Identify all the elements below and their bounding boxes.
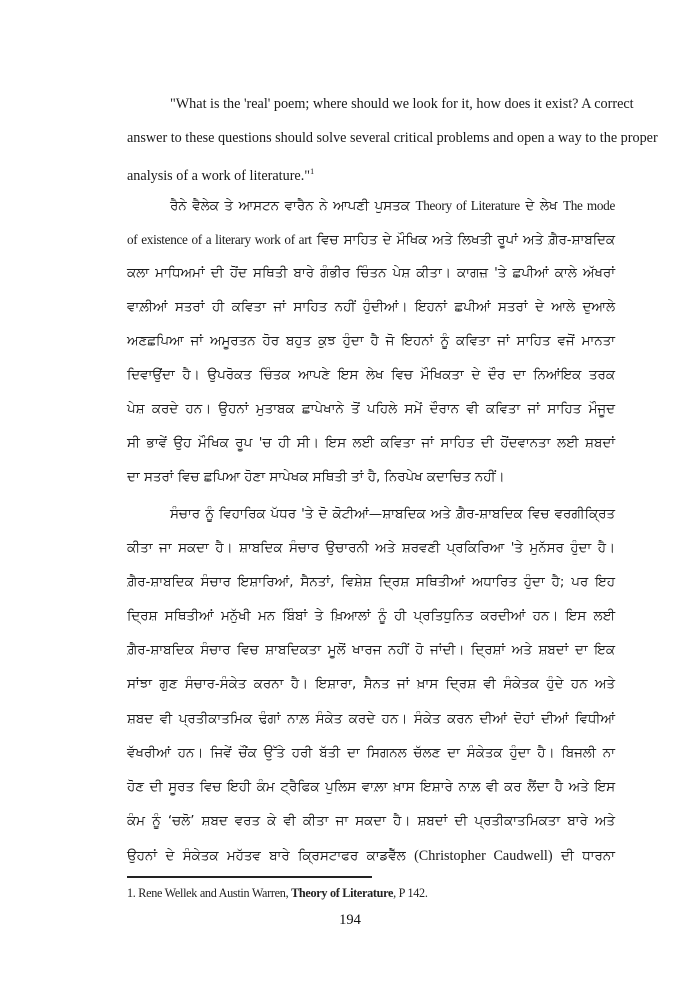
paragraph1-line-3: ਕਲਾ ਮਾਧਿਅਮਾਂ ਦੀ ਹੋਂਦ ਸਥਿਤੀ ਬਾਰੇ ਗੰਭੀਰ ਚਿੰਤਨ ਪੇਸ਼ ਕੀਤਾ। ਕਾਗਜ਼ 'ਤੇ ਛਪੀਆਂ ਕਾਲੇ ਅੱਖਰਾਂ [127,266,615,281]
paragraph1-line-9: ਦਾ ਸਤਰਾਂ ਵਿਚ ਛਪਿਆ ਹੋਣਾ ਸਾਪੇਖਕ ਸਥਿਤੀ ਤਾਂ ਹੈ, ਨਿਰਪੇਖ ਕਦਾਚਿਤ ਨਹੀਂ। [127,470,505,485]
footnote-page: , P 142. [393,886,428,900]
paragraph2-text: ਉਹਨਾਂ ਦੇ ਸੰਕੇਤਕ ਮਹੱਤਵ ਬਾਰੇ ਕ੍ਰਿਸਟਾਫਰ ਕਾਡਵੈੱਲ [127,849,415,864]
paragraph2-text: ਦੀ ਧਾਰਨਾ [552,849,616,864]
paragraph1-line-1 [170,189,615,223]
quote-line-3 [127,155,615,189]
paragraph2-line-11 [127,839,615,873]
paragraph2-line-8: ਵੱਖਰੀਆਂ ਹਨ। ਜਿਵੇਂ ਚੌਂਕ ਉੱਤੇ ਹਰੀ ਬੱਤੀ ਦਾ ਸਿਗਨਲ ਚੱਲਣ ਦਾ ਸੰਕੇਤਕ ਹੁੰਦਾ ਹੈ। ਬਿਜਲੀ ਨਾ [127,746,615,761]
paragraph2-line-4: ਦ੍ਰਿਸ਼ ਸਥਿਤੀਆਂ ਮਨੁੱਖੀ ਮਨ ਬਿੰਬਾਂ ਤੇ ਖ਼ਿਆਲਾਂ ਨੂੰ ਹੀ ਪ੍ਰਤਿਧੁਨਿਤ ਕਰਦੀਆਂ ਹਨ। ਇਸ ਲਈ [127,609,615,624]
paragraph1-line-8: ਸੀ ਭਾਵੇਂ ਉਹ ਮੌਖਿਕ ਰੂਪ 'ਚ ਹੀ ਸੀ। ਇਸ ਲਈ ਕਵਿਤਾ ਜਾਂ ਸਾਹਿਤ ਦੀ ਹੋਂਦਵਾਨਤਾ ਲਈ ਸ਼ਬਦਾਂ [127,436,615,451]
essay-title: The mode [562,198,616,213]
paragraph1-text: ਦੇ ਲੇਖ [519,199,563,214]
footnote-authors: Rene Wellek and Austin Warren, [138,886,292,900]
essay-title-cont: of existence of a literary work of art [127,232,312,247]
footnote-reference: 1 [310,167,315,176]
paragraph2-line-9: ਹੋਣ ਦੀ ਸੂਰਤ ਵਿਚ ਇਹੀ ਕੰਮ ਟ੍ਰੈਫਿਕ ਪੁਲਿਸ ਵਾਲ਼ਾ ਖ਼ਾਸ ਇਸ਼ਾਰੇ ਨਾਲ਼ ਵੀ ਕਰ ਲੈਂਦਾ ਹੈ ਅਤੇ ਇਸ [127,780,615,795]
footnote [127,886,428,901]
paragraph1-line-7: ਪੇਸ਼ ਕਰਦੇ ਹਨ। ਉਹਨਾਂ ਮੁਤਾਬਕ ਛਾਪੇਖਾਨੇ ਤੋਂ ਪਹਿਲੇ ਸਮੇਂ ਦੌਰਾਨ ਵੀ ਕਵਿਤਾ ਜਾਂ ਸਾਹਿਤ ਮੌਜੂਦ [127,402,615,417]
paragraph2-line-2: ਕੀਤਾ ਜਾ ਸਕਦਾ ਹੈ। ਸ਼ਾਬਦਿਕ ਸੰਚਾਰ ਉਚਾਰਨੀ ਅਤੇ ਸ਼ਰਵਣੀ ਪ੍ਰਕਿਰਿਆ 'ਤੇ ਮੁਨੱਸਰ ਹੁੰਦਾ ਹੈ। [127,541,615,556]
paragraph2-line-6: ਸਾਂਝਾ ਗੁਣ ਸੰਚਾਰ-ਸੰਕੇਤ ਕਰਨਾ ਹੈ। ਇਸ਼ਾਰਾ, ਸੈਨਤ ਜਾਂ ਖ਼ਾਸ ਦ੍ਰਿਸ਼ ਵੀ ਸੰਕੇਤਕ ਹੁੰਦੇ ਹਨ ਅਤੇ [127,677,615,692]
paragraph2-line-10: ਕੰਮ ਨੂੰ ‘ਚਲੋ’ ਸ਼ਬਦ ਵਰਤ ਕੇ ਵੀ ਕੀਤਾ ਜਾ ਸਕਦਾ ਹੈ। ਸ਼ਬਦਾਂ ਦੀ ਪ੍ਰਤੀਕਾਤਮਿਕਤਾ ਬਾਰੇ ਅਤੇ [127,814,615,829]
quote-end-text: analysis of a work of literature." [127,168,311,184]
paragraph1-text: ਰੈਨੇ ਵੈਲੇਕ ਤੇ ਆਸਟਨ ਵਾਰੈਨ ਨੇ ਆਪਣੀ ਪੁਸਤਕ [170,199,416,214]
quote-line-2: answer to these questions should solve several critical problems and open a way to the proper [127,130,658,146]
book-title: Theory of Literature [415,198,520,213]
paragraph1-line-4: ਵਾਲ਼ੀਆਂ ਸਤਰਾਂ ਹੀ ਕਵਿਤਾ ਜਾਂ ਸਾਹਿਤ ਨਹੀਂ ਹੁੰਦੀਆਂ। ਇਹਨਾਂ ਛਪੀਆਂ ਸਤਰਾਂ ਦੇ ਆਲੇ ਦੁਆਲੇ [127,300,615,315]
page-number: 194 [339,912,361,928]
paragraph1-line-6: ਦਿਵਾਉਂਦਾ ਹੈ। ਉਪਰੋਕਤ ਚਿੰਤਕ ਆਪਣੇ ਇਸ ਲੇਖ ਵਿਚ ਮੌਖਿਕਤਾ ਦੇ ਦੌਰ ਦਾ ਨਿਆਂਇਕ ਤਰਕ [127,368,615,383]
author-name-english: (Christopher Caudwell) [414,848,553,864]
paragraph2-line-7: ਸ਼ਬਦ ਵੀ ਪ੍ਰਤੀਕਾਤਮਿਕ ਢੰਗਾਂ ਨਾਲ਼ ਸੰਕੇਤ ਕਰਦੇ ਹਨ। ਸੰਕੇਤ ਕਰਨ ਦੀਆਂ ਦੋਹਾਂ ਦੀਆਂ ਵਿਧੀਆਂ [127,712,615,727]
paragraph2-line-3: ਗ਼ੈਰ-ਸ਼ਾਬਦਿਕ ਸੰਚਾਰ ਇਸ਼ਾਰਿਆਂ, ਸੈਨਤਾਂ, ਵਿਸ਼ੇਸ਼ ਦ੍ਰਿਸ਼ ਸਥਿਤੀਆਂ ਅਧਾਰਿਤ ਹੁੰਦਾ ਹੈ; ਪਰ ਇਹ [127,575,615,590]
footnote-book-title: Theory of Literature [291,886,394,900]
paragraph2-line-5: ਗ਼ੈਰ-ਸ਼ਾਬਦਿਕ ਸੰਚਾਰ ਵਿਚ ਸ਼ਾਬਦਿਕਤਾ ਮੂਲੋਂ ਖਾਰਜ ਨਹੀਂ ਹੋ ਜਾਂਦੀ। ਦ੍ਰਿਸ਼ਾਂ ਅਤੇ ਸ਼ਬਦਾਂ ਦਾ ਇਕ [127,643,615,658]
paragraph1-text: ਵਿਚ ਸਾਹਿਤ ਦੇ ਮੌਖਿਕ ਅਤੇ ਲਿਖਤੀ ਰੂਪਾਂ ਅਤੇ ਗ਼ੈਰ-ਸ਼ਾਬਦਿਕ [311,233,616,248]
quote-line-1: "What is the 'real' poem; where should we look for it, how does it exist? A correct [170,96,634,112]
footnote-number: 1. [127,886,136,900]
footnote-separator [127,876,372,878]
paragraph1-line-5: ਅਣਛਪਿਆ ਜਾਂ ਅਮੂਰਤਨ ਹੋਰ ਬਹੁਤ ਕੁਝ ਹੁੰਦਾ ਹੈ ਜੋ ਇਹਨਾਂ ਨੂੰ ਕਵਿਤਾ ਜਾਂ ਸਾਹਿਤ ਵਜੋਂ ਮਾਨਤਾ [127,334,615,349]
paragraph2-line-1: ਸੰਚਾਰ ਨੂੰ ਵਿਹਾਰਿਕ ਪੱਧਰ 'ਤੇ ਦੋ ਕੋਟੀਆਂ—ਸ਼ਾਬਦਿਕ ਅਤੇ ਗ਼ੈਰ-ਸ਼ਾਬਦਿਕ ਵਿਚ ਵਰਗੀਕ੍ਰਿਤ [170,507,615,522]
paragraph1-line-2 [127,223,615,257]
